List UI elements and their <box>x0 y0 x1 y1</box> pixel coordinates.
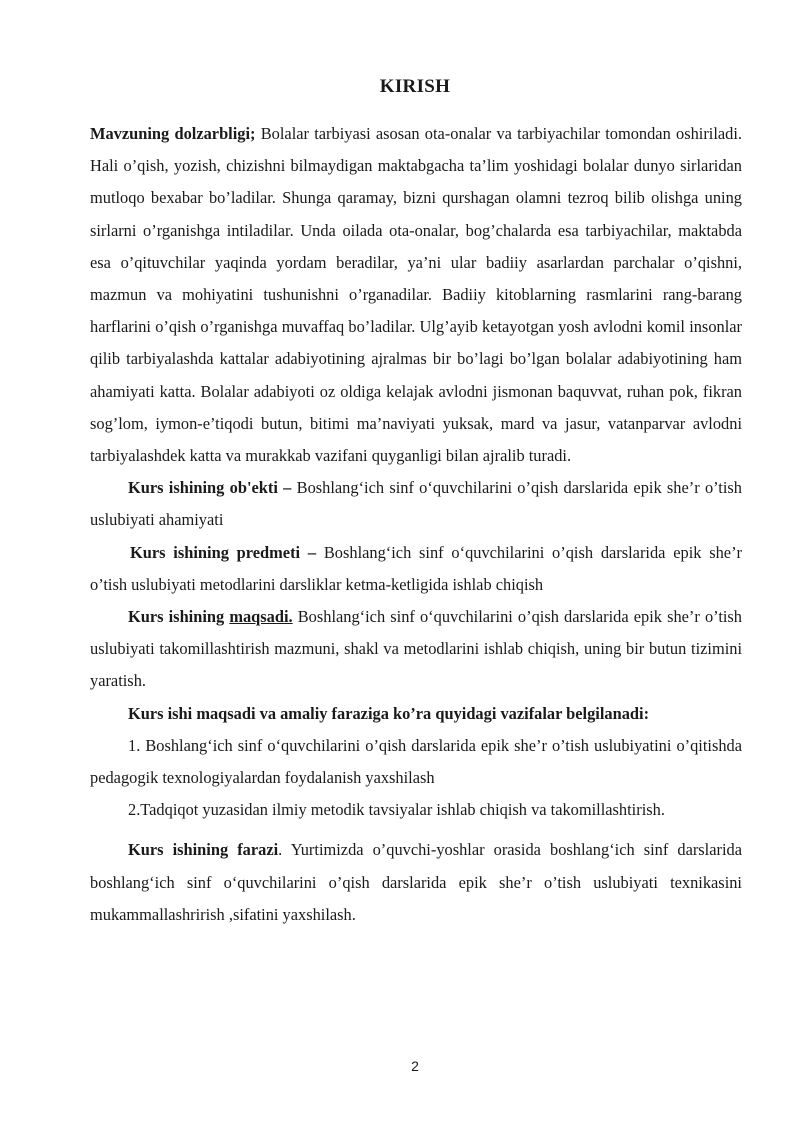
goal-label-underlined: maqsadi. <box>229 607 293 627</box>
goal-text: Boshlang‘ich sinf o‘quvchilarini o’qish darslarida epik she’r o’tish uslubiyati takomillashtirish mazmuni, shakl va metodlarini ishlab chiqish, uning bir butun tizimini yaratish. <box>90 607 742 691</box>
relevance-text: Bolalar tarbiyasi asosan ota-onalar va tarbiyachilar tomondan oshiriladi. Hali o’qish, yozish, chizishni bilmaydigan maktabgacha ta’lim yoshidagi bolalar dunyo sirlaridan mutloqo bexabar bo’ladilar. Shunga qaramay, bizni qurshagan olamni tezroq bilib olishga uning sirlarni o’rganishga intiladilar. Unda oilada ota-onalar, bog’chalarda esa tarbiyachilar, maktabda esa o’qituvchilar yaqinda yordam beradilar, ya’ni ular badiiy asarlardan parchalar o’qishni, mazmun va mohiyatini tushunishni o’rganadilar. Badiiy kitoblarning rasmlarini rang-barang harflarini o’qish o’rganishga muvaffaq bo’ladilar. Ulg’ayib ketayotgan yosh avlodni komil insonlar qilib tarbiyalashda kattalar adabiyotining ajralmas bir bo’lagi bo’lgan bolalar adabiyotining ham ahamiyati katta. Bolalar adabiyoti oz oldiga kelajak avlodni jismonan baquvvat, ruhan pok, fikran sog’lom, iymon-e’tiqodi butun, bitimi ma’naviyati yuksak, mard va jasur, vatanparvar avlodni tarbiyalashdek katta va murakkab vazifani quyganligi bilan ajralib turadi. <box>90 124 743 466</box>
hypothesis-text: . Yurtimizda o’quvchi-yoshlar orasida boshlang‘ich sinf darslarida boshlang‘ich sinf o‘quvchilarini o’qish darslarida epik she’r o’tish uslubiyati texnikasini mukammallashrirish ,sifatini yaxshilash. <box>90 840 742 924</box>
object-text: Boshlang‘ich sinf o‘quvchilarini o’qish darslarida epik she’r o’tish uslubiyati ahamiyati <box>90 478 742 530</box>
task-item-1: 1. Boshlang‘ich sinf o‘quvchilarini o’qish darslarida epik she’r o’tish uslubiyatini o’qitishda pedagogik texnologiyalardan foydalanish yaxshilash <box>90 735 742 788</box>
paragraph-subject <box>90 537 742 601</box>
task-item-2: 2.Tadqiqot yuzasidan ilmiy metodik tavsiyalar ishlab chiqish va takomillashtirish. <box>128 800 665 820</box>
page-title: KIRISH <box>379 76 451 97</box>
subject-label: Kurs ishining predmeti – <box>130 542 317 562</box>
subject-text: Boshlang‘ich sinf o‘quvchilarini o’qish darslarida epik she’r o’tish uslubiyati metodlarini darsliklar ketma-ketligida ishlab chiqish <box>90 542 742 594</box>
page-number: 2 <box>411 1058 419 1074</box>
paragraph-hypothesis <box>90 834 742 931</box>
relevance-label: Mavzuning dolzarbligi; <box>90 124 256 143</box>
hypothesis-label: Kurs ishining farazi <box>128 840 279 860</box>
tasks-heading: Kurs ishi maqsadi va amaliy faraziga ko’ra quyidagi vazifalar belgilanadi: <box>128 703 650 723</box>
object-label: Kurs ishining ob'ekti – <box>128 478 292 498</box>
paragraph-relevance <box>90 118 742 472</box>
paragraph-object <box>90 472 742 536</box>
document-body <box>90 118 742 931</box>
paragraph-goal <box>90 601 742 698</box>
goal-label: Kurs ishining maqsadi. <box>128 607 293 627</box>
